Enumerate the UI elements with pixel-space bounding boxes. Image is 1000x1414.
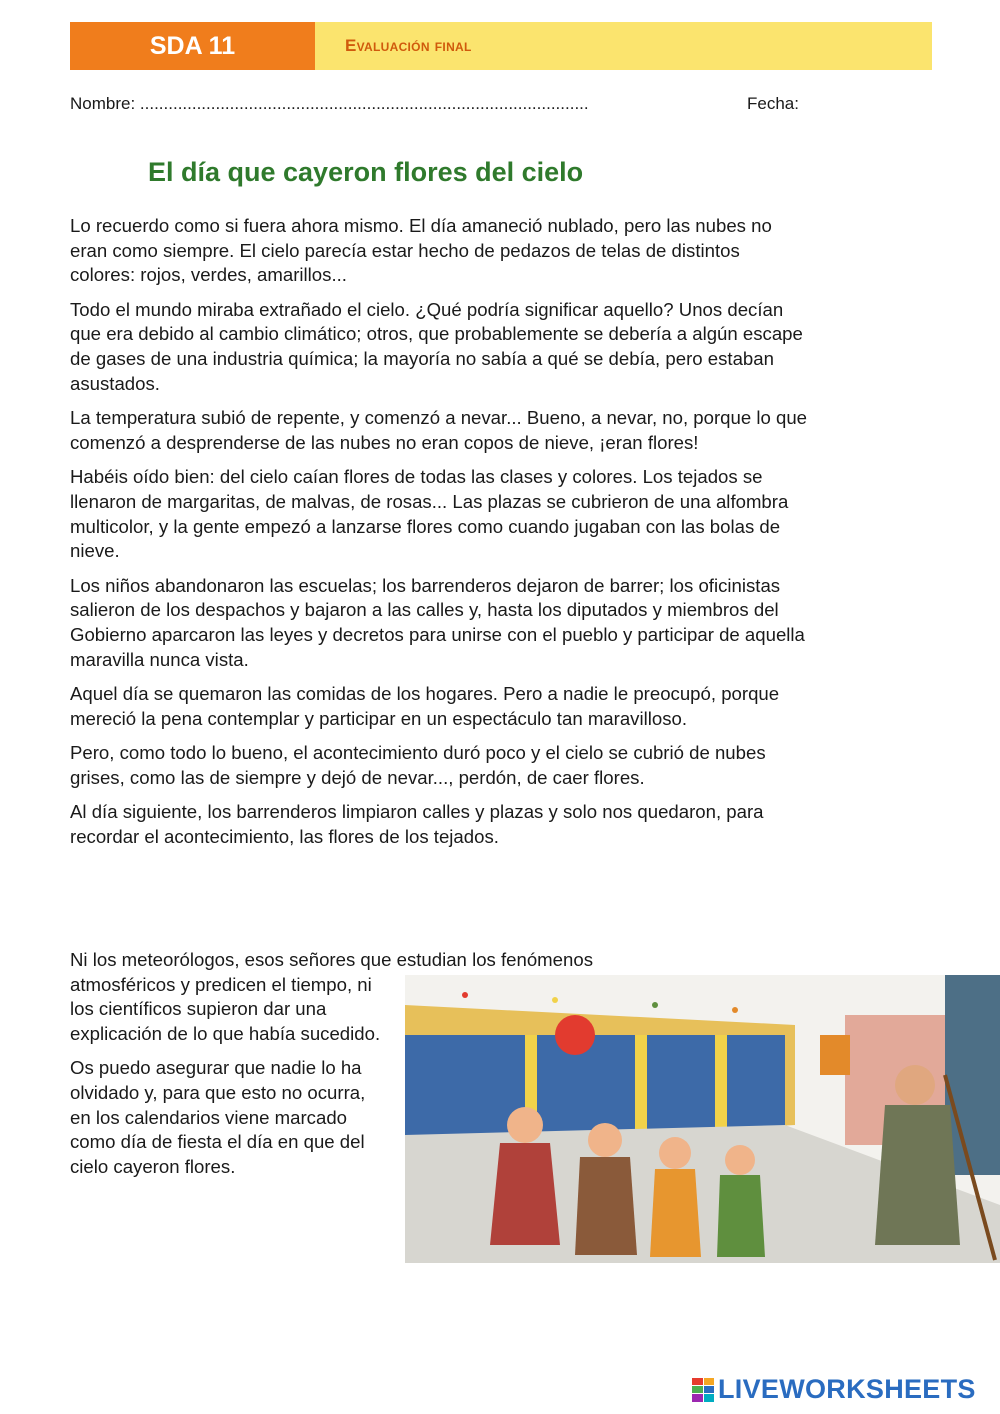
sweeper-head	[895, 1065, 935, 1105]
flower	[552, 997, 558, 1003]
person-body	[490, 1143, 560, 1245]
shop-windows	[405, 1035, 785, 1135]
logo-square	[704, 1394, 715, 1401]
story-body-narrow	[70, 948, 593, 1189]
paragraph: Lo recuerdo como si fuera ahora mismo. El día amaneció nublado, pero las nubes no eran como siempre. El cielo parecía estar hecho de pedazos de telas de distintos colores: rojos, verdes, amarillos...	[70, 215, 772, 286]
sweeper-body	[875, 1105, 960, 1245]
person-head	[588, 1123, 622, 1157]
name-field: Nombre: ...............................................................................................	[70, 94, 589, 113]
paragraph-first-line: Ni los meteorólogos, esos señores que estudian los fenómenos	[70, 949, 593, 970]
liveworksheets-logo	[692, 1374, 976, 1405]
paragraph: Aquel día se quemaron las comidas de los hogares. Pero a nadie le preocupó, porque mereció la pena contemplar y participar en un espectáculo tan maravilloso.	[70, 683, 780, 729]
paragraph: Al día siguiente, los barrenderos limpiaron calles y plazas y solo nos quedaron, para recordar el acontecimiento, las flores de los tejados.	[70, 801, 764, 848]
paragraph	[70, 948, 593, 1046]
paragraph: Pero, como todo lo bueno, el acontecimiento duró poco y el cielo se cubrió de nubes grises, como las de siempre y dejó de nevar..., perdón, de caer flores.	[70, 742, 766, 788]
unit-label: SDA 11	[149, 31, 236, 60]
logo-square	[692, 1386, 703, 1393]
paragraph: Os puedo asegurar que nadie lo ha olvidado y, para que esto no ocurra, en los calendarios viene marcado como día de fiesta el día en que del cielo cayeron flores.	[70, 1057, 366, 1177]
shop-sign	[555, 1015, 595, 1055]
flower	[652, 1002, 658, 1008]
date-field: Fecha:	[747, 94, 799, 113]
logo-square	[704, 1386, 715, 1393]
logo-text: LIVEWORKSHEETS	[718, 1374, 976, 1404]
child-head	[659, 1137, 691, 1169]
section-label: Evaluación final	[345, 36, 472, 55]
flower	[462, 992, 468, 998]
shop-pillar	[635, 1035, 647, 1135]
flower	[732, 1007, 738, 1013]
paragraph: Habéis oído bien: del cielo caían flores de todas las clases y colores. Los tejados se llenaron de margaritas, de malvas, de rosas... Las plazas se cubrieron de una alfombra multicolor, y la gente empezó a lanzarse flores como cuando jugaban con las bolas de nieve.	[70, 466, 789, 562]
unit-badge	[70, 22, 315, 70]
paragraph: La temperatura subió de repente, y comenzó a nevar... Bueno, a nevar, no, porque lo que comenzó a desprenderse de las nubes no eran copos de nieve, ¡eran flores!	[70, 407, 808, 453]
shop-pillar	[715, 1035, 727, 1135]
paragraph: Todo el mundo miraba extrañado el cielo. ¿Qué podría significar aquello? Unos decían que era debido al cambio climático; otros, que probablemente se debería a algún escape de gases de una industria química; la mayoría no sabía a qué se debía, pero estaban asustados.	[70, 298, 803, 394]
page-title: El día que cayeron flores del cielo	[148, 157, 584, 187]
header-bar	[70, 22, 932, 70]
logo-square	[692, 1394, 703, 1401]
person-body	[575, 1157, 637, 1255]
section-banner	[315, 22, 932, 70]
story-body	[70, 214, 810, 860]
building-glass	[945, 975, 1000, 1175]
child-body	[650, 1169, 701, 1257]
logo-square	[692, 1378, 703, 1385]
person-head	[507, 1107, 543, 1143]
child-body	[717, 1175, 765, 1257]
logo-grid-icon	[692, 1378, 714, 1402]
paragraph-rest: atmosféricos y predicen el tiempo, ni los científicos supieron dar una explicación de lo que había sucedido.	[70, 973, 381, 1044]
logo-square	[704, 1378, 715, 1385]
shop-sign-small	[820, 1035, 850, 1075]
street-illustration	[405, 975, 1000, 1263]
child-head	[725, 1145, 755, 1175]
paragraph: Los niños abandonaron las escuelas; los barrenderos dejaron de barrer; los oficinistas salieron de los despachos y bajaron a las calles y, hasta los diputados y miembros del Gobierno aparcaron las leyes y decretos para unirse con el pueblo y participar de aquella maravilla nunca vista.	[70, 574, 805, 670]
